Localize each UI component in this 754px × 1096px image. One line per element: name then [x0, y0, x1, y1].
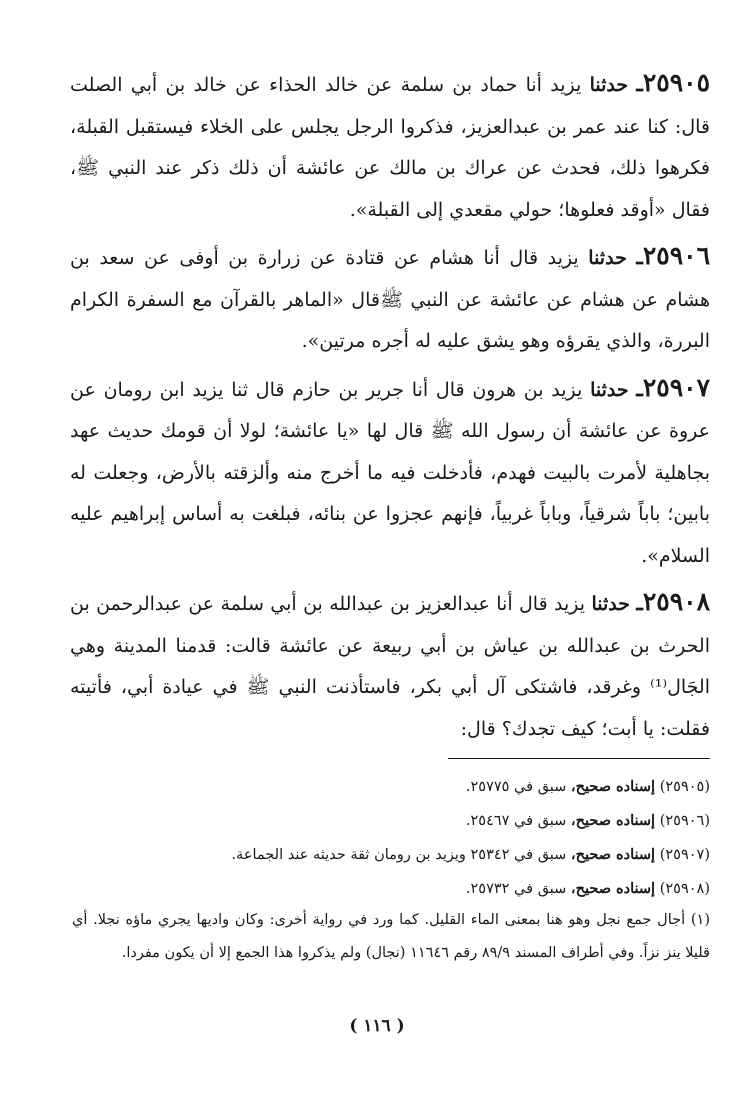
- note-text: سبق في ٢٥٣٤٢ ويزيد بن رومان ثقة حديثه عند الجماعة.: [231, 847, 567, 863]
- hadith-25905: [70, 62, 710, 231]
- hadith-text: يزيد بن هرون قال أنا جرير بن حازم قال ثنا يزيد ابن رومان عن عروة عن عائشة أن رسول الله ﷺ قال لها «يا عائشة؛ لولا أن قومك حديث عهد بجاهلية لأمرت بالبيت فهدم، فأدخلت فيه ما أخرج منه وألزقته بالأرض، وجعلت له بابين؛ باباً شرقياً، وباباً غربياً، فإنهم عجزوا عن بنائه، فبلغت به أساس إبراهيم عليه السلام».: [70, 378, 710, 567]
- hadith-number: ٢٥٩٠٥: [642, 68, 710, 97]
- hadith-25906: [70, 235, 710, 363]
- note-grade: إسناده صحيح،: [570, 880, 656, 897]
- hadith-number: ٢٥٩٠٦: [642, 241, 710, 270]
- hadith-opening: حدثنا: [588, 247, 627, 269]
- hadith-dash: ـ: [636, 71, 643, 97]
- hadith-25908: [70, 581, 710, 750]
- isnad-note: [72, 770, 710, 804]
- isnad-note: [72, 838, 710, 872]
- hadith-opening: حدثنا: [590, 378, 629, 401]
- hadith-dash: ـ: [636, 375, 643, 402]
- page-number: ( ١١٦ ): [349, 1016, 405, 1036]
- hadith-text: يزيد قال أنا عبدالعزيز بن عبدالله بن أبي سلمة عن عبدالرحمن بن الحرث بن عبدالله بن عياش بن أبي ربيعة عن عائشة قالت: قدمنا المدينة وهي الجَال⁽¹⁾ وغرقد، فاشتكى آل أبي بكر، فاستأذنت النبي ﷺ في عيادة أبي، فأتيته فقلت: يا أبت؛ كيف تجدك؟ قال:: [70, 593, 710, 740]
- hadith-number: ٢٥٩٠٨: [642, 587, 710, 616]
- hadith-opening: حدثنا: [591, 593, 631, 615]
- note-text: سبق في ٢٥٧٣٢.: [465, 881, 567, 897]
- hadith-dash: ـ: [636, 590, 643, 616]
- isnad-notes: [72, 770, 710, 906]
- note-text: سبق في ٢٥٤٦٧.: [465, 813, 567, 829]
- footnote: (١) أجال جمع نجل وهو هنا بمعنى الماء القليل. كما ورد في رواية أخرى: وكان واديها يجري ماؤه نجلا. أي قليلا ينز نزاً. وفي أطراف المسند ٨٩/٩ رقم ١١٦٤٦ (نجال) ولم يذكروا هذا الجمع إلا أن يكون مفردا.: [72, 912, 710, 961]
- note-ref: (٢٥٩٠٨): [659, 881, 710, 897]
- hadith-25907: [70, 367, 710, 578]
- main-text: [70, 62, 710, 754]
- note-ref: (٢٥٩٠٦): [659, 813, 710, 829]
- isnad-note: [72, 804, 710, 838]
- hadith-dash: ـ: [636, 244, 643, 270]
- note-grade: إسناده صحيح،: [570, 846, 656, 863]
- hadith-number: ٢٥٩٠٧: [642, 372, 711, 402]
- footnote-divider: [448, 758, 710, 759]
- isnad-note: [72, 872, 710, 906]
- note-grade: إسناده صحيح،: [570, 778, 656, 795]
- note-ref: (٢٥٩٠٧): [659, 847, 710, 863]
- note-ref: (٢٥٩٠٥): [659, 779, 710, 795]
- note-grade: إسناده صحيح،: [570, 812, 656, 829]
- hadith-text: يزيد قال أنا هشام عن قتادة عن زرارة بن أوفى عن سعد بن هشام عن هشام عن عائشة عن النبي ﷺقال «الماهر بالقرآن مع السفرة الكرام البررة، والذي يقرؤه وهو يشق عليه له أجره مرتين».: [70, 247, 710, 352]
- note-text: سبق في ٢٥٧٧٥.: [465, 779, 567, 795]
- hadith-text: يزيد أنا حماد بن سلمة عن خالد الحذاء عن خالد بن أبي الصلت قال: كنا عند عمر بن عبدالعزيز، فذكروا الرجل يجلس على الخلاء فيستقبل القبلة، فكرهوا ذلك، فحدث عن عراك بن مالك عن عائشة أن ذلك ذكر عند النبي ﷺ، فقال «أوقد فعلوها؛ حولي مقعدي إلى القبلة».: [70, 74, 710, 221]
- hadith-opening: حدثنا: [589, 74, 629, 96]
